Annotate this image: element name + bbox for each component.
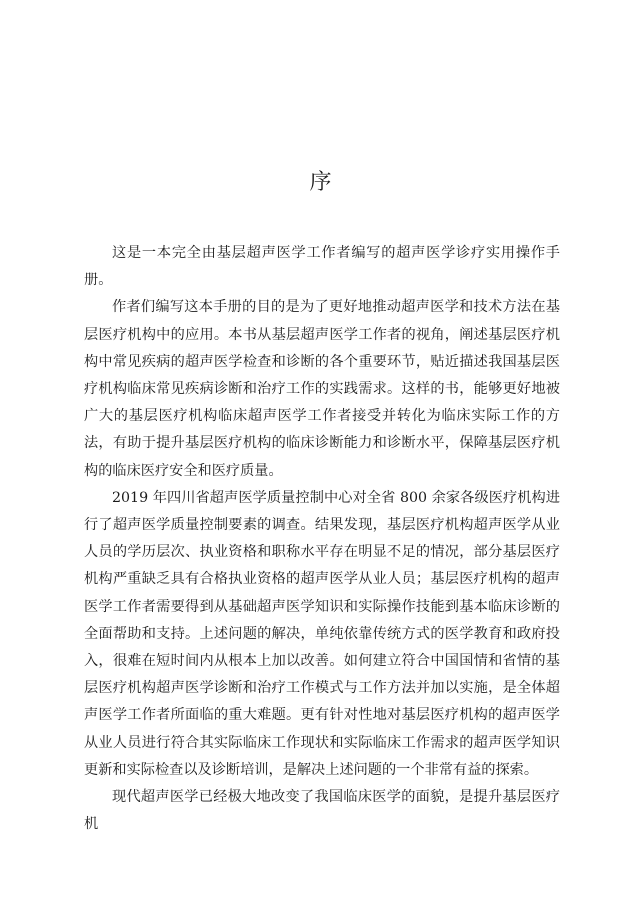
paragraph-4: 现代超声医学已经极大地改变了我国临床医学的面貌，是提升基层医疗机 [84,789,560,833]
paragraph-2: 作者们编写这本手册的目的是为了更好地推动超声医学和技术方法在基层医疗机构中的应用。本书从基层超声医学工作者的视角，阐述基层医疗机构中常见疾病的超声医学检查和诊断的各个重要环节，贴近描述我国基层医疗机构临床常见疾病诊断和治疗工作的实践需求。这样的书，能够更好地被广大的基层医疗机构临床超声医学工作者接受并转化为临床实际工作的方法，有助于提升基层医疗机构的临床诊断能力和诊断水平，保障基层医疗机构的临床医疗安全和医疗质量。 [84,299,560,479]
paragraph-1: 这是一本完全由基层超声医学工作者编写的超声医学诊疗实用操作手册。 [84,245,560,289]
body-text [84,240,560,838]
page-title: 序 [309,170,334,195]
paragraph-3: 2019 年四川省超声医学质量控制中心对全省 800 余家各级医疗机构进行了超声医学质量控制要素的调查。结果发现，基层医疗机构超声医学从业人员的学历层次、执业资格和职称水平存在明显不足的情况，部分基层医疗机构严重缺乏具有合格执业资格的超声医学从业人员；基层医疗机构的超声医学工作者需要得到从基础超声医学知识和实际操作技能到基本临床诊断的全面帮助和支持。上述问题的解决，单纯依靠传统方式的医学教育和政府投入，很难在短时间内从根本上加以改善。如何建立符合中国国情和省情的基层医疗机构超声医学诊断和治疗工作模式与工作方法并加以实施，是全体超声医学工作者所面临的重大难题。更有针对性地对基层医疗机构的超声医学从业人员进行符合其实际临床工作现状和实际临床工作需求的超声医学知识更新和实际检查以及诊断培训，是解决上述问题的一个非常有益的探索。 [84,489,560,778]
